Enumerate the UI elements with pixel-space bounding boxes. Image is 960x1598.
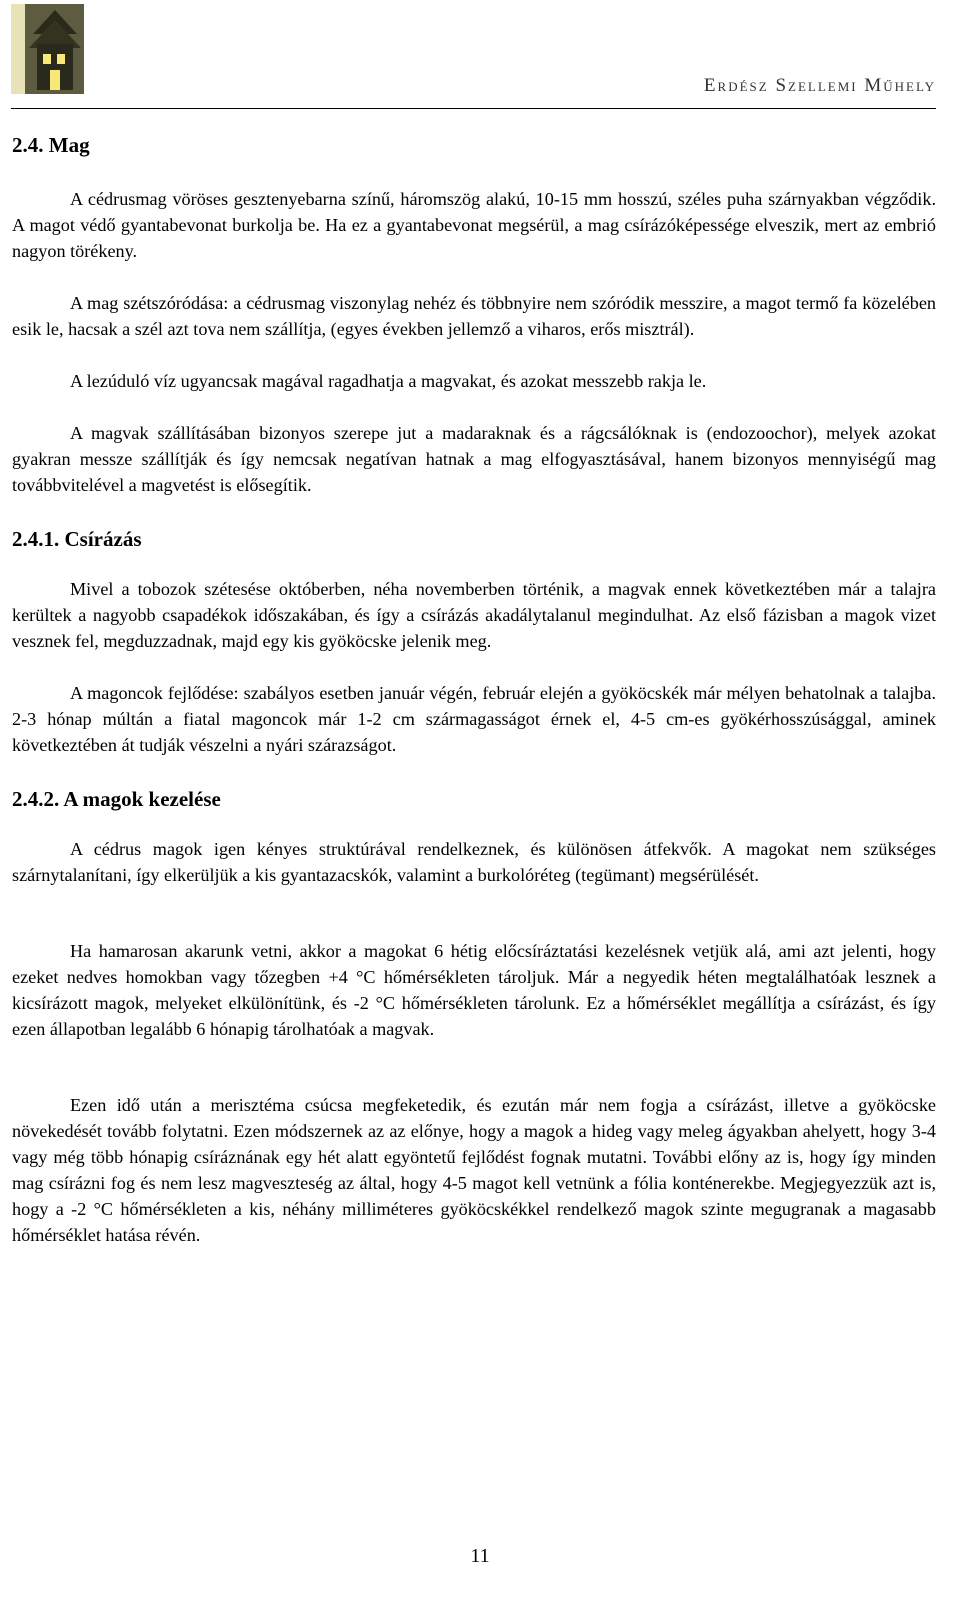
header-divider bbox=[11, 108, 936, 109]
header-title: Erdész Szellemi Műhely bbox=[703, 75, 936, 96]
subsection-title: 2.4.2. A magok kezelése bbox=[12, 787, 221, 811]
paragraph: Mivel a tobozok szétesése októberben, néha novemberben történik, a magvak ennek következtében már a talajra kerültek a nagyobb csapadékok időszakában, és így a csírázás akadálytalanul megindulhat. Az első fázisban a magok vizet vesznek fel, megduzzadnak, majd egy kis gyököcske jelenik meg. bbox=[12, 579, 936, 651]
paragraph: A cédrusmag vöröses gesztenyebarna színű, háromszög alakú, 10-15 mm hosszú, széles puha szárnyakban végződik. A magot védő gyantabevonat burkolja be. Ha ez a gyantabevonat megsérül, a mag csírázóképessége elveszik, mert az embrió nagyon törékeny. bbox=[12, 189, 936, 261]
paragraph: A magvak szállításában bizonyos szerepe jut a madaraknak és a rágcsálóknak is (endozoochor), melyek azokat gyakran messze szállítják és így nemcsak negatívan hatnak a mag elfogyasztásával, hanem bizonyos mennyiségű mag továbbvitelével a magvetést is elősegítik. bbox=[12, 423, 936, 495]
paragraph: A mag szétszóródása: a cédrusmag viszonylag nehéz és többnyire nem szóródik messzire, a magot termő fa közelében esik le, hacsak a szél azt tova nem szállítja, (egyes években jellemző a viharos, erős misztrál). bbox=[12, 293, 936, 339]
subsection-title: 2.4.1. Csírázás bbox=[12, 527, 142, 551]
paragraph: A cédrus magok igen kényes struktúrával rendelkeznek, és különösen átfekvők. A magokat nem szükséges szárnytalanítani, így elkerüljük a kis gyantazacskók, valamint a burkolóréteg (tegümant) megsérülését. bbox=[12, 839, 936, 885]
document-body bbox=[12, 130, 936, 1274]
paragraph: Ezen idő után a merisztéma csúcsa megfeketedik, és ezután már nem fogja a csírázást, illetve a gyököcske növekedését tovább folytatni. Ezen módszernek az az előnye, hogy a magok a hideg vagy meleg ágyakban ahelyett, hogy 3-4 vagy még több hónapig csíráznának egy hét alatt egyöntetű fejlődést fognak mutatni. További előny az is, hogy így minden mag csírázni fog és nem lesz magveszteség az által, hogy 4-5 magot kell vetnünk a fólia konténerekbe. Megjegyezzük azt is, hogy a -2 °C hőmérsékleten a kis, néhány milliméteres gyököcskékkel rendelkező magok szinte megugranak a magasabb hőmérséklet hatása révén. bbox=[12, 1095, 936, 1245]
paragraph: A lezúduló víz ugyancsak magával ragadhatja a magvakat, és azokat messzebb rakja le. bbox=[70, 371, 707, 391]
logo-house-tree-image bbox=[11, 4, 84, 94]
logo bbox=[11, 4, 84, 94]
paragraph: A magoncok fejlődése: szabályos esetben január végén, február elején a gyököcskék már mélyen behatolnak a talajba. 2-3 hónap múltán a fiatal magoncok már 1-2 cm szármagasságot érnek el, 4-5 cm-es gyökérhosszúsággal, aminek következtében át tudják vészelni a nyári szárazságot. bbox=[12, 683, 936, 755]
page-number: 11 bbox=[470, 1545, 490, 1567]
section-title: 2.4. Mag bbox=[12, 133, 90, 157]
paragraph: Ha hamarosan akarunk vetni, akkor a magokat 6 hétig előcsíráztatási kezelésnek vetjük alá, ami azt jelenti, hogy ezeket nedves homokban vagy tőzegben +4 °C hőmérsékleten tároljuk. Már a negyedik héten megtalálhatóak lesznek a kicsírázott magok, melyeket elkülönítünk, és -2 °C hőmérsékleten tárolunk. Ez a hőmérséklet megállítja a csírázást, és így ezen állapotban legalább 6 hónapig tárolhatóak a magvak. bbox=[12, 941, 936, 1039]
